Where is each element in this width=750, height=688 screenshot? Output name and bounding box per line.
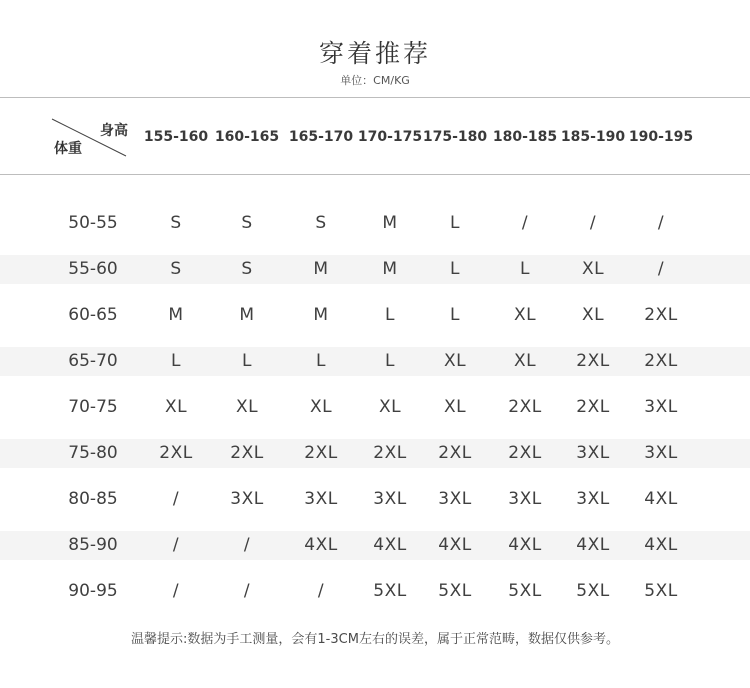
- table-row: [0, 439, 750, 468]
- weight-range-label: 70-75: [68, 397, 118, 417]
- size-cell: 2XL: [644, 305, 678, 325]
- size-cell: XL: [443, 397, 467, 417]
- weight-range-label: 60-65: [68, 305, 118, 325]
- table-row: [0, 209, 750, 238]
- size-cell: 2XL: [576, 397, 610, 417]
- size-cell: XL: [513, 305, 537, 325]
- size-cell: 3XL: [508, 489, 542, 509]
- size-cell: /: [172, 581, 180, 601]
- size-cell: 2XL: [644, 351, 678, 371]
- size-cell: XL: [378, 397, 402, 417]
- size-cell: 2XL: [438, 443, 472, 463]
- size-cell: 2XL: [230, 443, 264, 463]
- measurement-note: 温馨提示:数据为手工测量，会有1-3CM左右的误差，属于正常范畴，数据仅供参考。: [131, 632, 619, 647]
- table-row: [0, 301, 750, 330]
- size-cell: M: [313, 305, 329, 325]
- table-row: [0, 485, 750, 514]
- size-cell: XL: [235, 397, 259, 417]
- size-cell: /: [657, 259, 665, 279]
- size-cell: 3XL: [644, 443, 678, 463]
- height-axis-label: 身高: [100, 123, 128, 139]
- column-header: 170-175: [357, 129, 423, 145]
- size-cell: 3XL: [373, 489, 407, 509]
- size-cell: L: [385, 305, 395, 325]
- size-cell: 2XL: [576, 351, 610, 371]
- column-header: 175-180: [422, 129, 488, 145]
- size-cell: 4XL: [644, 535, 678, 555]
- page-title: 穿着推荐: [318, 39, 431, 68]
- size-cell: 4XL: [508, 535, 542, 555]
- column-header: 180-185: [492, 129, 558, 145]
- size-cell: 2XL: [304, 443, 338, 463]
- column-header: 185-190: [560, 129, 626, 145]
- size-cell: M: [168, 305, 184, 325]
- weight-range-label: 80-85: [68, 489, 118, 509]
- size-cell: /: [589, 213, 597, 233]
- size-cell: S: [170, 213, 182, 233]
- size-cell: 2XL: [159, 443, 193, 463]
- table-corner-header: [50, 118, 130, 158]
- size-cell: S: [241, 259, 253, 279]
- size-cell: L: [242, 351, 252, 371]
- table-row: [0, 577, 750, 606]
- size-cell: 2XL: [508, 397, 542, 417]
- unit-subtitle: 单位：CM/KG: [340, 74, 410, 87]
- size-cell: /: [243, 535, 251, 555]
- size-cell: XL: [581, 259, 605, 279]
- column-header: 160-165: [214, 129, 280, 145]
- weight-axis-label: 体重: [54, 141, 82, 157]
- size-cell: 5XL: [576, 581, 610, 601]
- size-cell: XL: [443, 351, 467, 371]
- size-cell: S: [315, 213, 327, 233]
- table-row: [0, 531, 750, 560]
- column-header: 190-195: [628, 129, 694, 145]
- size-cell: L: [450, 259, 460, 279]
- column-header: 155-160: [143, 129, 209, 145]
- size-cell: /: [172, 489, 180, 509]
- size-cell: /: [243, 581, 251, 601]
- size-cell: L: [385, 351, 395, 371]
- size-cell: 4XL: [438, 535, 472, 555]
- size-cell: 2XL: [373, 443, 407, 463]
- size-cell: XL: [164, 397, 188, 417]
- size-cell: 3XL: [304, 489, 338, 509]
- weight-range-label: 75-80: [68, 443, 118, 463]
- size-cell: XL: [309, 397, 333, 417]
- weight-range-label: 90-95: [68, 581, 118, 601]
- size-cell: L: [450, 305, 460, 325]
- size-cell: M: [382, 259, 398, 279]
- size-cell: 3XL: [230, 489, 264, 509]
- table-row: [0, 255, 750, 284]
- size-cell: M: [313, 259, 329, 279]
- table-row: [0, 347, 750, 376]
- size-cell: 2XL: [508, 443, 542, 463]
- header-bottom-rule: [0, 174, 750, 175]
- size-cell: 5XL: [508, 581, 542, 601]
- size-cell: S: [170, 259, 182, 279]
- size-cell: L: [450, 213, 460, 233]
- size-cell: 3XL: [576, 489, 610, 509]
- weight-range-label: 50-55: [68, 213, 118, 233]
- size-cell: 5XL: [644, 581, 678, 601]
- size-cell: 4XL: [576, 535, 610, 555]
- weight-range-label: 65-70: [68, 351, 118, 371]
- size-cell: S: [241, 213, 253, 233]
- weight-range-label: 85-90: [68, 535, 118, 555]
- column-header: 165-170: [288, 129, 354, 145]
- size-cell: M: [382, 213, 398, 233]
- size-cell: M: [239, 305, 255, 325]
- size-cell: 3XL: [576, 443, 610, 463]
- size-cell: 5XL: [373, 581, 407, 601]
- size-cell: /: [317, 581, 325, 601]
- size-cell: L: [171, 351, 181, 371]
- size-cell: 4XL: [373, 535, 407, 555]
- size-cell: /: [172, 535, 180, 555]
- size-cell: /: [657, 213, 665, 233]
- size-cell: 3XL: [644, 397, 678, 417]
- weight-range-label: 55-60: [68, 259, 118, 279]
- size-cell: 4XL: [644, 489, 678, 509]
- size-cell: 5XL: [438, 581, 472, 601]
- size-cell: 4XL: [304, 535, 338, 555]
- size-cell: /: [521, 213, 529, 233]
- header-top-rule: [0, 97, 750, 98]
- size-cell: XL: [513, 351, 537, 371]
- size-cell: L: [520, 259, 530, 279]
- size-cell: 3XL: [438, 489, 472, 509]
- size-cell: L: [316, 351, 326, 371]
- table-row: [0, 393, 750, 422]
- size-cell: XL: [581, 305, 605, 325]
